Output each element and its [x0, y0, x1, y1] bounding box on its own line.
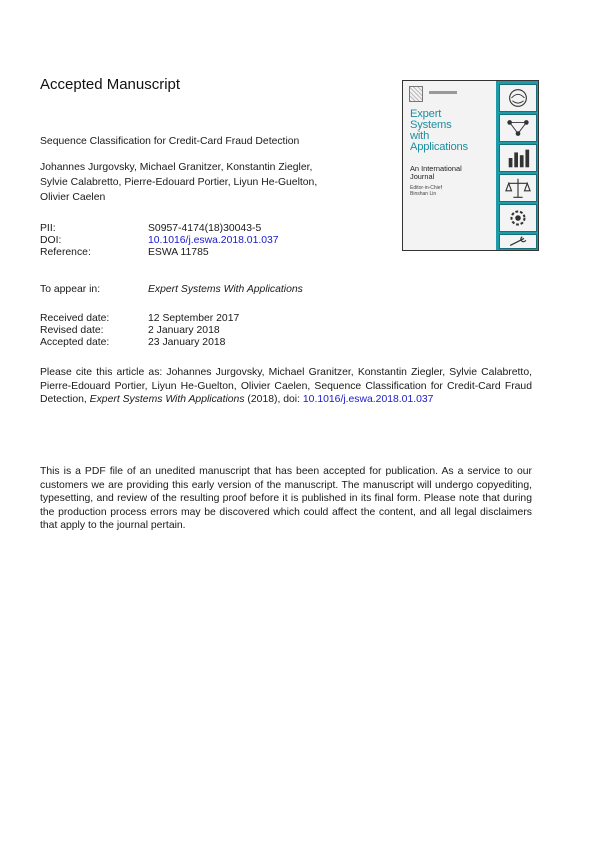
- pii-label: PII:: [40, 223, 56, 234]
- citation-journal: Expert Systems With Applications: [89, 394, 245, 406]
- page-heading: Accepted Manuscript: [40, 76, 181, 93]
- citation-prefix: Please cite this article as: Johannes Jurgovsky, Michael Granitzer, Konstantin Ziegler, Sylvie Calabretto, Pierre-Edouard Portier, Liyun He-Guelton, Olivier Caelen, Sequence Classification for Credit-Card Fraud Detection,: [40, 367, 532, 406]
- cover-issn-mark: [429, 91, 457, 94]
- cover-title-line: Applications: [410, 141, 468, 153]
- brain-icon: [499, 84, 537, 112]
- pii-value: S0957-4174(18)30043-5: [148, 223, 262, 234]
- article-title: Sequence Classification for Credit-Card Fraud Detection: [40, 136, 300, 147]
- reference-label: Reference:: [40, 247, 91, 258]
- journal-cover: [402, 80, 539, 251]
- wrench-icon: [499, 234, 537, 249]
- citation-suffix: (2018), doi:: [244, 394, 303, 406]
- cover-title-line: Systems: [410, 119, 452, 131]
- revised-value: 2 January 2018: [148, 325, 220, 336]
- cover-title-line: with: [410, 130, 430, 142]
- network-icon: [499, 114, 537, 142]
- article-authors: Johannes Jurgovsky, Michael Granitzer, Konstantin Ziegler, Sylvie Calabretto, Pierre-Edouard Portier, Liyun He-Guelton, Olivier Caelen: [40, 162, 318, 203]
- bar-chart-icon: [499, 144, 537, 172]
- cover-title-line: Expert: [410, 108, 442, 120]
- accepted-label: Accepted date:: [40, 337, 110, 348]
- accepted-value: 23 January 2018: [148, 337, 226, 348]
- cover-subtitle: [410, 165, 496, 180]
- received-value: 12 September 2017: [148, 313, 240, 324]
- cover-editors-line: Binshan Lin: [410, 191, 437, 197]
- gear-icon: [499, 204, 537, 232]
- cover-editors: [410, 185, 496, 197]
- cover-editors-line: Editor-in-Chief: [410, 185, 442, 191]
- cover-subtitle-line: An International: [410, 164, 462, 173]
- cover-journal-title: [410, 109, 496, 153]
- reference-value: ESWA 11785: [148, 247, 209, 258]
- doi-link[interactable]: 10.1016/j.eswa.2018.01.037: [148, 235, 279, 246]
- cover-header: [409, 86, 491, 106]
- doi-label: DOI:: [40, 235, 62, 246]
- publisher-logo-icon: [409, 86, 423, 102]
- scales-icon: [499, 174, 537, 202]
- received-label: Received date:: [40, 313, 110, 324]
- journal-name: Expert Systems With Applications: [148, 284, 303, 295]
- revised-label: Revised date:: [40, 325, 104, 336]
- citation-paragraph: [40, 366, 532, 407]
- cover-subtitle-line: Journal: [410, 171, 435, 181]
- citation-doi-link[interactable]: 10.1016/j.eswa.2018.01.037: [302, 394, 434, 406]
- appear-label: To appear in:: [40, 284, 101, 295]
- manuscript-notice: This is a PDF file of an unedited manuscript that has been accepted for publication. As a service to our customers we are providing this early version of the manuscript. The manuscript will undergo copyediting, typesetting, and review of the resulting proof before it is published in its final form. Please note that during the production process errors may be discovered which could affect the content, and all legal disclaimers that apply to the journal pertain.: [40, 466, 532, 532]
